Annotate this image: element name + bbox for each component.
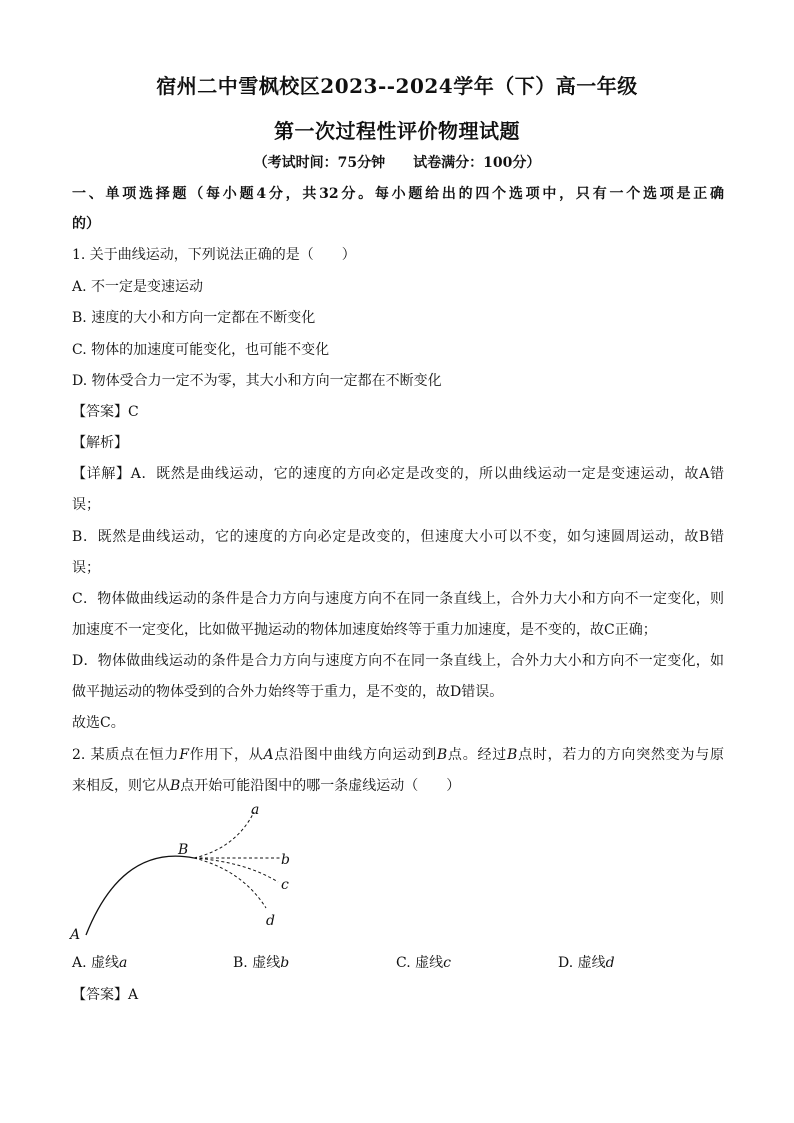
q2-stem-text: 点沿图中曲线方向运动到 bbox=[273, 747, 437, 763]
q2-stem-text: 点。经过 bbox=[447, 747, 507, 763]
q2-option-var: d bbox=[605, 955, 615, 971]
q1-detail-line: 【详解】A．既然是曲线运动，它的速度的方向必定是改变的，所以曲线运动一定是变速运动，故A错 bbox=[72, 466, 724, 482]
q1-stem: 1. 关于曲线运动，下列说法正确的是（ ） bbox=[72, 247, 356, 263]
q1-detail-line: 故选C。 bbox=[72, 715, 125, 731]
trajectory-curve-ab bbox=[86, 856, 194, 935]
q2-var-b-point: B bbox=[170, 778, 181, 794]
q1-option-c: C. 物体的加速度可能变化，也可能不变化 bbox=[72, 342, 330, 358]
q1-option-b: B. 速度的大小和方向一定都在不断变化 bbox=[72, 310, 316, 326]
q1-answer: 【答案】C bbox=[72, 404, 139, 420]
q2-option-a bbox=[72, 952, 127, 972]
q2-option-d bbox=[558, 952, 615, 972]
q2-option-text: B. 虚线 bbox=[233, 955, 281, 971]
q1-detail-line: 误； bbox=[72, 497, 100, 513]
q2-stem-text: 作用下，从 bbox=[188, 747, 264, 763]
q1-detail-line: 做平抛运动的物体受到的合外力始终等于重力，是不变的，故D错误。 bbox=[72, 684, 504, 700]
title-line-1: 宿州二中雪枫校区2023--2024学年（下）高一年级 bbox=[156, 74, 638, 98]
q2-option-var: a bbox=[119, 955, 128, 971]
q2-answer: 【答案】A bbox=[72, 987, 139, 1003]
q1-detail-line: 误； bbox=[72, 560, 100, 576]
q2-stem-text: 点开始可能沿图中的哪一条虚线运动（ ） bbox=[180, 778, 461, 794]
q1-detail-line: 加速度不一定变化，比如做平抛运动的物体加速度始终等于重力加速度，是不变的，故C正确； bbox=[72, 622, 657, 638]
exam-info: （考试时间：75分钟 试卷满分：100分） bbox=[253, 155, 541, 171]
q1-detail-line: B．既然是曲线运动，它的速度的方向必定是改变的，但速度大小可以不变，如匀速圆周运动，故B错 bbox=[72, 529, 724, 545]
q2-stem-line-2 bbox=[72, 775, 724, 795]
label-curve-c: c bbox=[281, 877, 289, 893]
trajectory-diagram bbox=[60, 800, 320, 945]
q1-option-d: D. 物体受合力一定不为零，其大小和方向一定都在不断变化 bbox=[72, 373, 442, 389]
label-point-b: B bbox=[178, 842, 189, 858]
label-point-a: A bbox=[70, 927, 81, 943]
label-curve-a: a bbox=[251, 802, 260, 818]
q2-var-b-point: B bbox=[507, 747, 518, 763]
q2-var-f: F bbox=[179, 747, 189, 763]
q2-stem-text: 来相反，则它从 bbox=[72, 778, 170, 794]
q2-option-c bbox=[396, 952, 451, 972]
label-curve-d: d bbox=[266, 913, 275, 929]
label-curve-b: b bbox=[281, 852, 290, 868]
section-heading-line-1: 一、单项选择题（每小题4分，共32分。每小题给出的四个选项中，只有一个选项是正确 bbox=[72, 186, 724, 202]
q2-stem-text: 2. 某质点在恒力 bbox=[72, 747, 180, 763]
q2-option-var: b bbox=[280, 955, 290, 971]
title-line-2: 第一次过程性评价物理试题 bbox=[274, 119, 520, 143]
q2-option-text: C. 虚线 bbox=[396, 955, 444, 971]
q2-var-a-point: A bbox=[263, 747, 274, 763]
q1-detail-line: C．物体做曲线运动的条件是合力方向与速度方向不在同一条直线上，合外力大小和方向不一定变化，则 bbox=[72, 591, 724, 607]
q2-var-b-point: B bbox=[436, 747, 448, 763]
q1-option-a: A. 不一定是变速运动 bbox=[72, 279, 204, 295]
q2-option-text: A. 虚线 bbox=[72, 955, 120, 971]
dashed-path-a bbox=[194, 812, 254, 858]
q2-option-text: D. 虚线 bbox=[558, 955, 606, 971]
dashed-path-d bbox=[194, 858, 266, 908]
q2-option-b bbox=[233, 952, 289, 972]
q2-stem-line-1 bbox=[72, 744, 724, 764]
q1-detail-line: D．物体做曲线运动的条件是合力方向与速度方向不在同一条直线上，合外力大小和方向不一定变化，如 bbox=[72, 653, 724, 669]
q2-option-var: c bbox=[443, 955, 451, 971]
q2-stem-text: 点时，若力的方向突然变为与原 bbox=[517, 747, 725, 763]
section-heading-line-2: 的） bbox=[72, 216, 100, 232]
q1-analysis-label: 【解析】 bbox=[72, 435, 128, 451]
